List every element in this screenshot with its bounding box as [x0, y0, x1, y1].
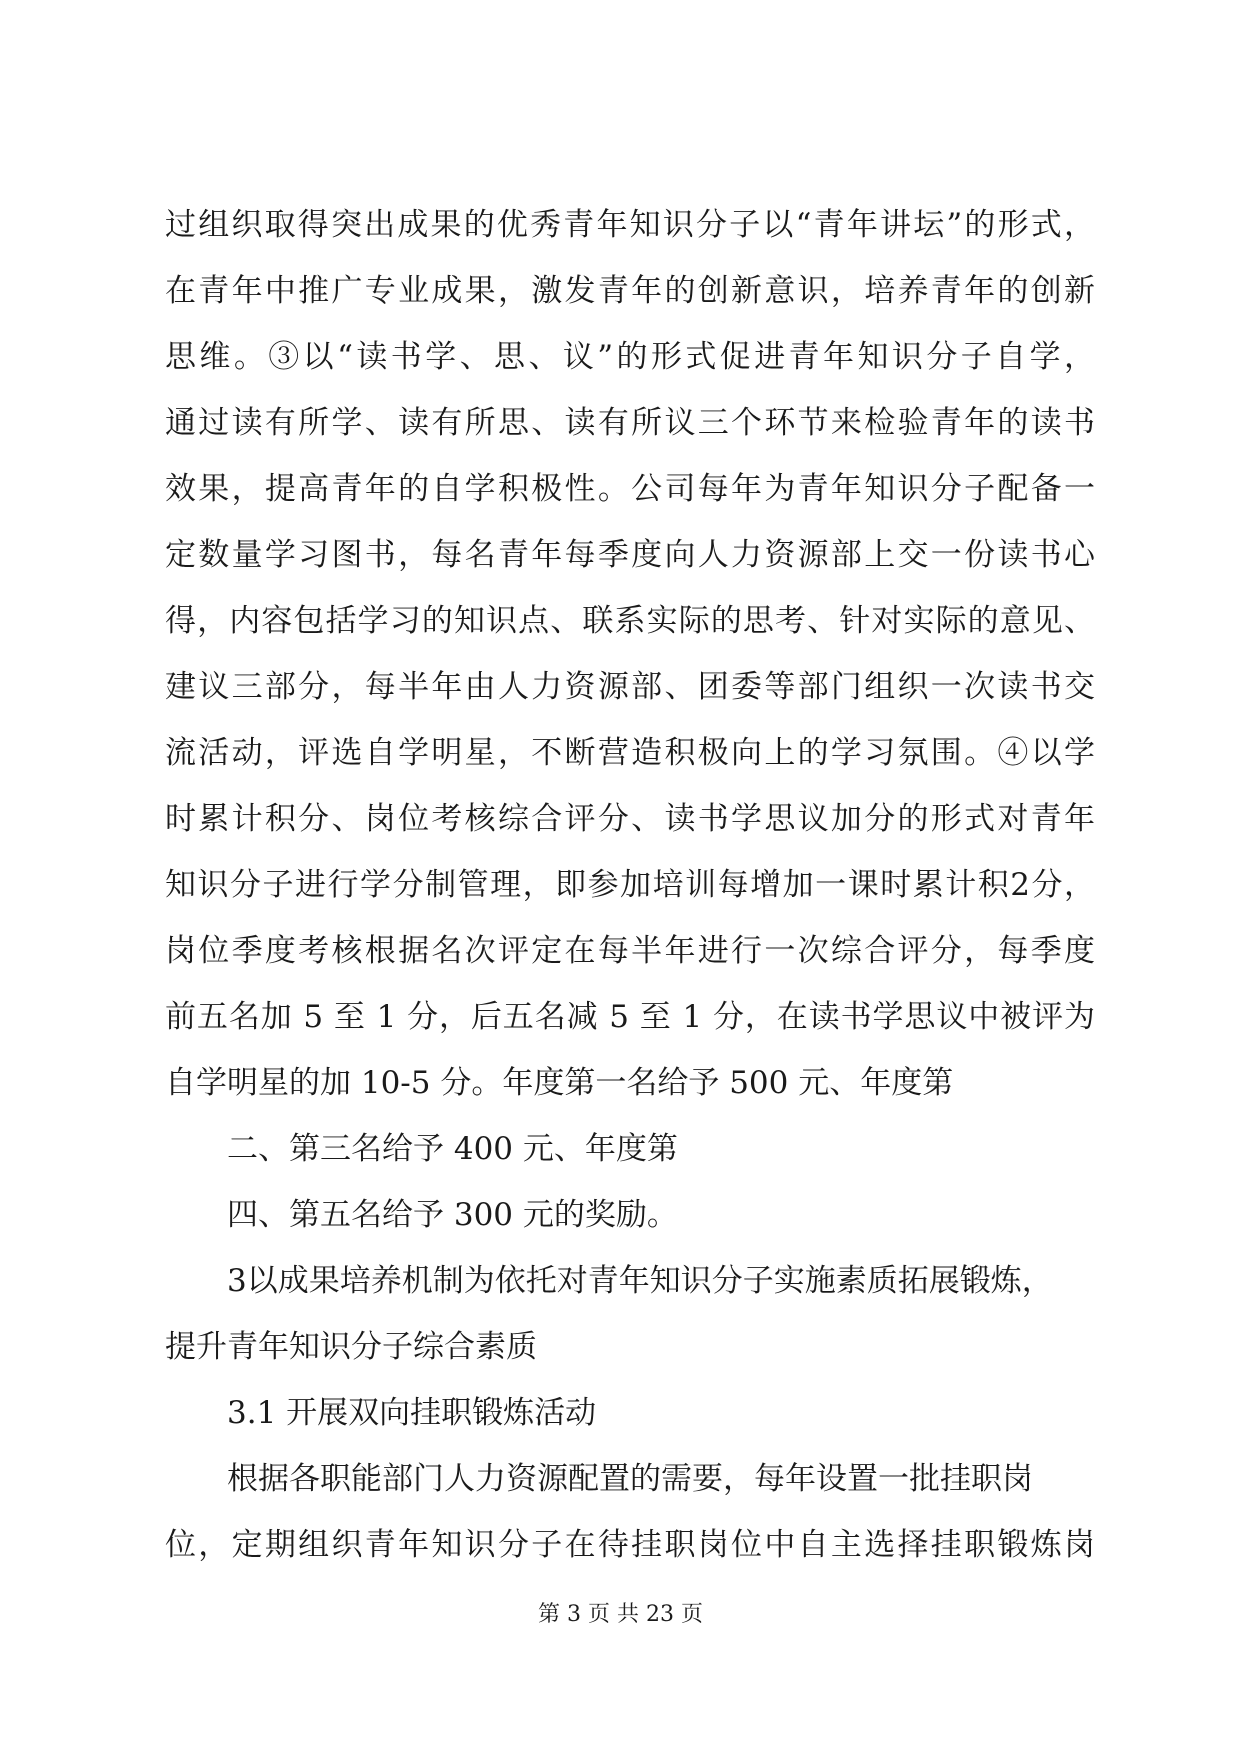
text-line: 知识分子进行学分制管理，即参加培训每增加一课时累计积2分，	[165, 867, 1095, 903]
text-line: 自学明星的加 10-5 分。年度第一名给予 500 元、年度第	[165, 1065, 954, 1101]
text-line: 定数量学习图书，每名青年每季度向人力资源部上交一份读书心	[165, 537, 1095, 573]
section-heading: 3.1 开展双向挂职锻炼活动	[227, 1395, 597, 1431]
text-line: 时累计积分、岗位考核综合评分、读书学思议加分的形式对青年	[165, 801, 1095, 837]
text-line: 通过读有所学、读有所思、读有所议三个环节来检验青年的读书	[165, 405, 1095, 441]
heading-line: 提升青年知识分子综合素质	[165, 1329, 537, 1365]
page-number: 第 3 页 共 23 页	[538, 1602, 703, 1627]
text-line: 效果，提高青年的自学积极性。公司每年为青年知识分子配备一	[165, 471, 1095, 507]
document-body	[165, 192, 1095, 1578]
text-line: 得，内容包括学习的知识点、联系实际的思考、针对实际的意见、	[165, 603, 1095, 639]
text-line: 过组织取得突出成果的优秀青年知识分子以“青年讲坛”的形式，	[165, 207, 1095, 243]
text-line: 在青年中推广专业成果，激发青年的创新意识，培养青年的创新	[165, 273, 1095, 309]
text-line: 前五名加 5 至 1 分，后五名减 5 至 1 分，在读书学思议中被评为	[165, 999, 1095, 1035]
page-footer	[0, 1600, 1241, 1630]
text-line: 岗位季度考核根据名次评定在每半年进行一次综合评分，每季度	[165, 933, 1095, 969]
text-line: 四、第五名给予 300 元的奖励。	[227, 1197, 678, 1233]
text-line: 位，定期组织青年知识分子在待挂职岗位中自主选择挂职锻炼岗	[165, 1527, 1095, 1563]
text-line: 思维。③以“读书学、思、议”的形式促进青年知识分子自学，	[165, 339, 1095, 375]
heading-line: 3以成果培养机制为依托对青年知识分子实施素质拓展锻炼，	[227, 1263, 1053, 1299]
text-line: 建议三部分，每半年由人力资源部、团委等部门组织一次读书交	[165, 669, 1095, 705]
text-line: 流活动，评选自学明星，不断营造积极向上的学习氛围。④以学	[165, 735, 1095, 771]
text-line: 二、第三名给予 400 元、年度第	[227, 1131, 678, 1167]
text-line: 根据各职能部门人力资源配置的需要，每年设置一批挂职岗	[227, 1461, 1033, 1497]
